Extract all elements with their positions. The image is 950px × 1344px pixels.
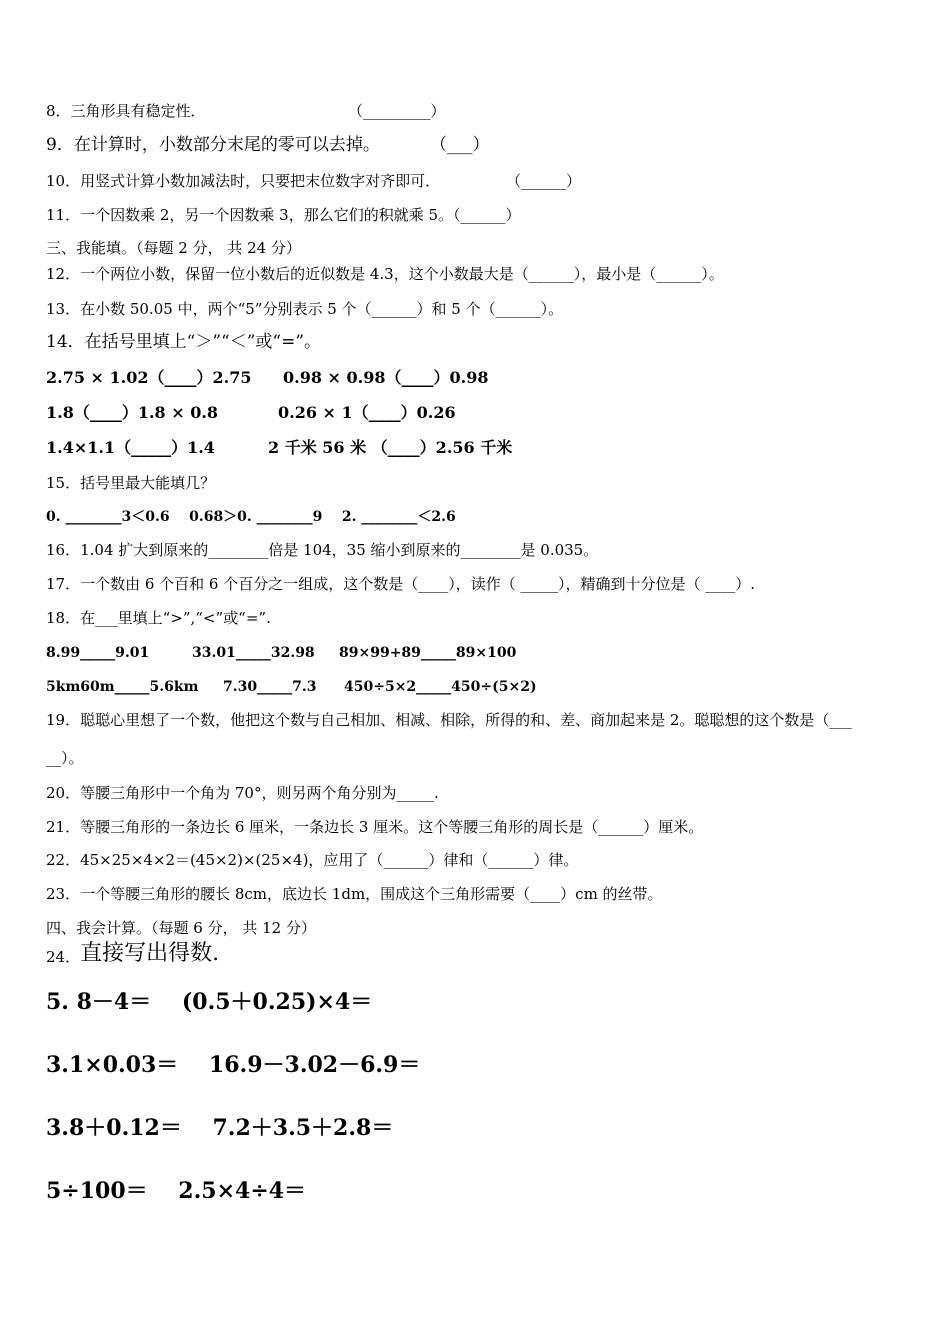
q14-item-5: 1.4×1.1（_____）1.4 <box>46 438 215 457</box>
q14-item-4: 0.26 × 1（____）0.26 <box>278 403 456 422</box>
question-13: 13．在小数 50.05 中，两个“5”分别表示 5 个（______）和 5 个（______）。 <box>46 300 564 318</box>
question-14-row-1 <box>46 368 489 387</box>
q14-item-2: 0.98 × 0.98（____）0.98 <box>283 368 489 387</box>
calc-row-3: 3.8＋0.12＝ 7.2＋3.5＋2.8＝ <box>46 1115 394 1141</box>
question-14: 14．在括号里填上“＞”“＜”或“=”。 <box>46 332 322 352</box>
question-11: 11．一个因数乘 2，另一个因数乘 3，那么它们的积就乘 5。（______） <box>46 206 521 224</box>
question-9-blank: （___） <box>430 135 490 155</box>
question-20: 20．等腰三角形中一个角为 70°，则另两个角分别为_____. <box>46 784 439 802</box>
question-19-line-1: 19．聪聪心里想了一个数，他把这个数与自己相加、相减、相除，所得的和、差、商加起来是 2。聪聪想的这个数是（___ <box>46 711 852 729</box>
question-23: 23．一个等腰三角形的腰长 8cm，底边长 1dm，围成这个三角形需要（____）cm 的丝带。 <box>46 885 663 903</box>
question-24-number: 24． <box>46 948 81 966</box>
calc-row-4: 5÷100＝ 2.5×4÷4＝ <box>46 1178 307 1204</box>
question-8-blank: （_________） <box>348 102 446 120</box>
q14-item-1: 2.75 × 1.02（____）2.75 <box>46 368 252 387</box>
question-17: 17．一个数由 6 个百和 6 个百分之一组成，这个数是（____），读作（ _____），精确到十分位是（ ____）. <box>46 575 756 593</box>
q18-item-5: 7.30_____7.3 <box>223 679 317 695</box>
question-15: 15．括号里最大能填几？ <box>46 474 216 492</box>
question-15-row: 0. ________3＜0.6 0.68＞0. ________9 2. ________＜2.6 <box>46 509 456 525</box>
section-3-heading: 三、我能填。（每题 2 分， 共 24 分） <box>46 239 301 257</box>
question-18-row-1 <box>46 645 517 661</box>
q18-item-6: 450÷5×2_____450÷(5×2) <box>344 679 537 695</box>
question-8 <box>46 102 446 120</box>
question-19-line-2: __）。 <box>46 749 84 767</box>
calc-row-1: 5. 8－4＝ (0.5＋0.25)×4＝ <box>46 989 373 1015</box>
q18-item-1: 8.99_____9.01 <box>46 645 150 661</box>
question-14-row-3 <box>46 438 513 457</box>
question-22: 22．45×25×4×2＝(45×2)×(25×4)，应用了（______）律和（______）律。 <box>46 851 579 869</box>
question-14-row-2 <box>46 403 456 422</box>
section-4-heading: 四、我会计算。（每题 6 分， 共 12 分） <box>46 919 316 937</box>
q18-item-2: 33.01_____32.98 <box>192 645 315 661</box>
question-18: 18．在___里填上“>”,“<”或“=”. <box>46 609 271 627</box>
q14-item-6: 2 千米 56 米 （____）2.56 千米 <box>268 438 513 457</box>
q14-item-3: 1.8（____）1.8 × 0.8 <box>46 403 219 422</box>
question-21: 21．等腰三角形的一条边长 6 厘米，一条边长 3 厘米。这个等腰三角形的周长是（______）厘米。 <box>46 818 704 836</box>
question-8-text: 8．三角形具有稳定性． <box>46 102 206 120</box>
question-9 <box>46 135 490 155</box>
question-18-row-2 <box>46 679 537 695</box>
calc-row-2: 3.1×0.03＝ 16.9－3.02－6.9＝ <box>46 1052 421 1078</box>
question-24-title: 直接写出得数. <box>80 941 220 966</box>
question-9-text: 9．在计算时，小数部分末尾的零可以去掉。 <box>46 135 380 155</box>
question-10 <box>46 172 582 190</box>
question-10-text: 10．用竖式计算小数加减法时，只要把末位数字对齐即可． <box>46 172 441 190</box>
question-24 <box>46 943 219 965</box>
question-10-blank: （______） <box>506 172 582 190</box>
q18-item-3: 89×99+89_____89×100 <box>339 645 517 661</box>
q18-item-4: 5km60m_____5.6km <box>46 679 199 695</box>
question-16: 16．1.04 扩大到原来的________倍是 104，35 缩小到原来的________是 0.035。 <box>46 541 599 559</box>
question-12: 12．一个两位小数，保留一位小数后的近似数是 4.3，这个小数最大是（______），最小是（______）。 <box>46 265 724 283</box>
